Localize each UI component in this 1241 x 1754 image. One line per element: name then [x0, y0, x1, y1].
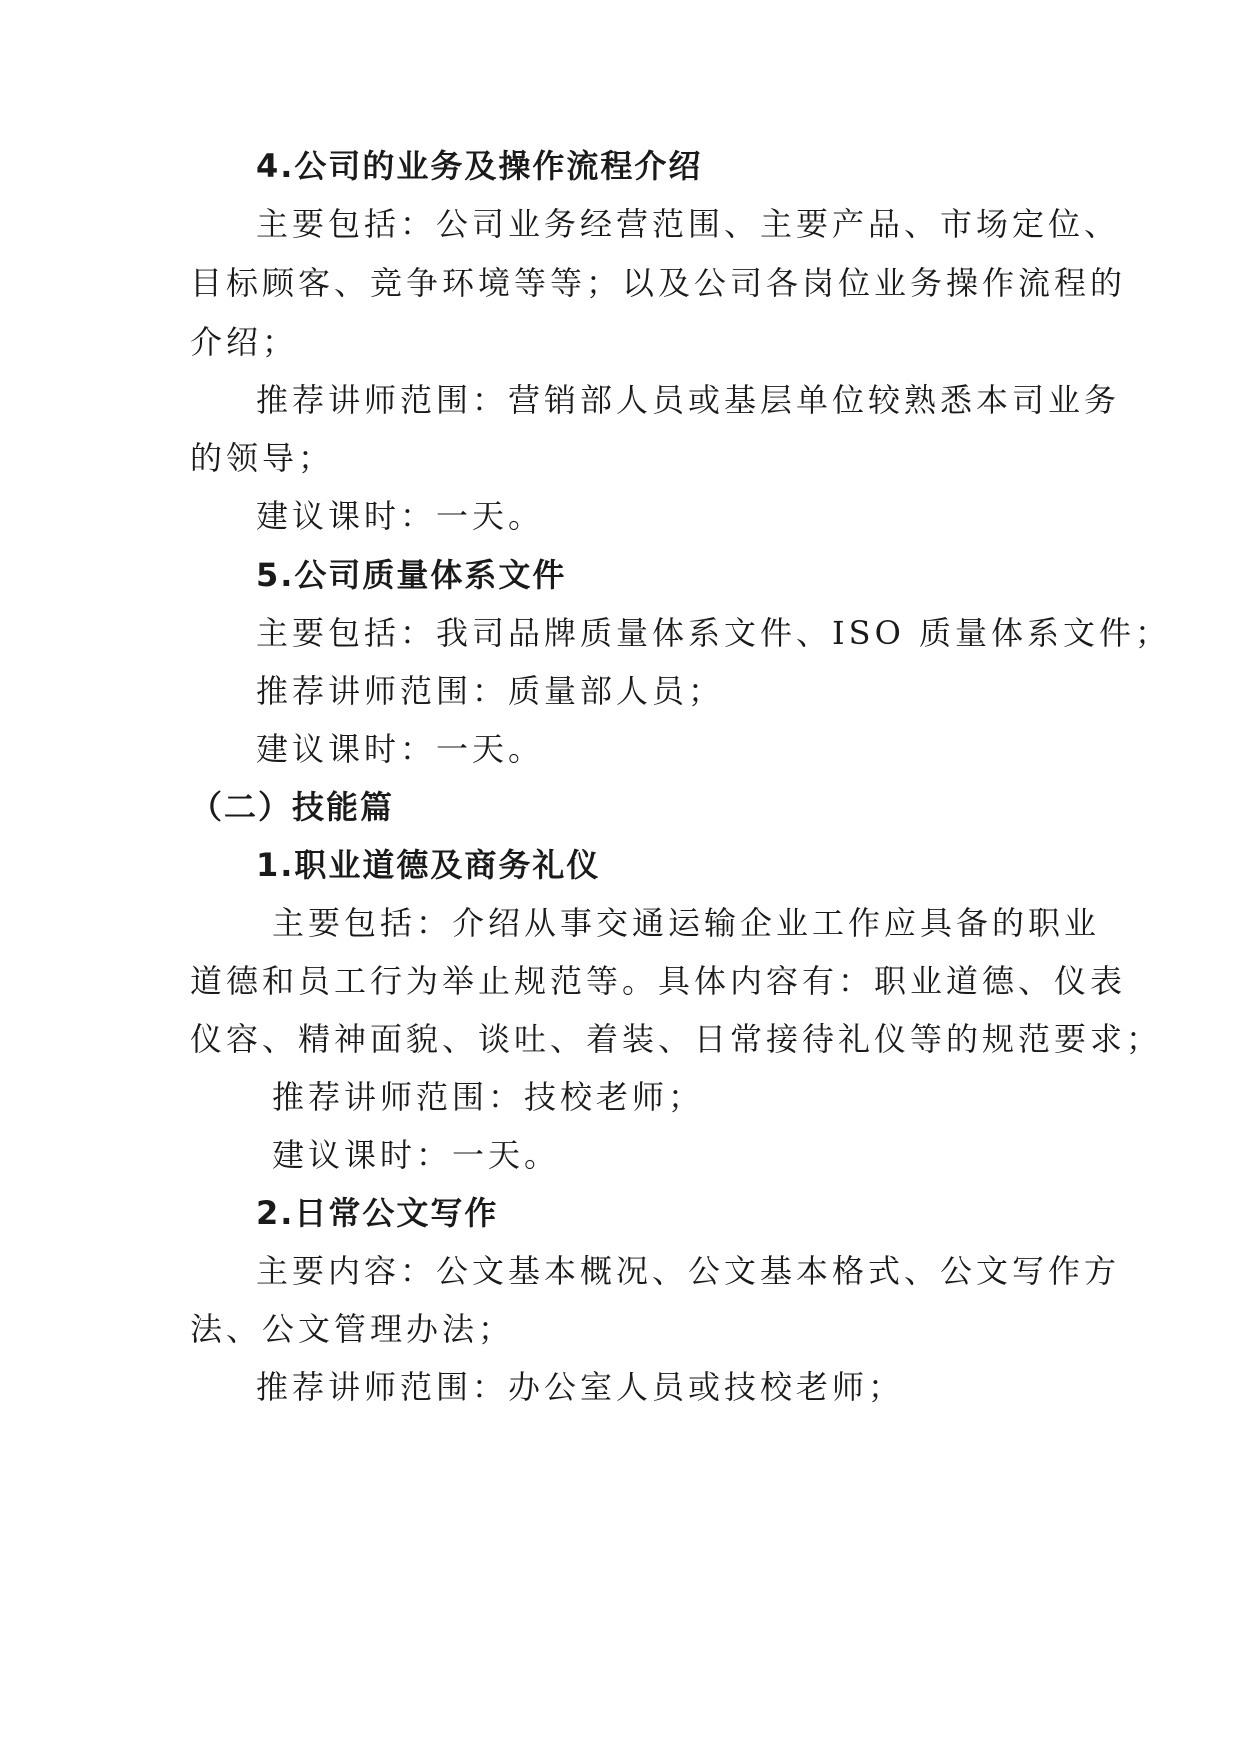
- section-4-content-line-1: 主要包括：公司业务经营范围、主要产品、市场定位、: [256, 205, 1121, 243]
- part-2-item-1-content-line-3: 仪容、精神面貌、谈吐、着装、日常接待礼仪等的规范要求；: [190, 1020, 1163, 1058]
- section-4-hours: 建议课时：一天。: [256, 497, 545, 535]
- section-4-heading: 4.公司的业务及操作流程介绍: [256, 147, 703, 185]
- part-2-item-2-content-line-2: 法、公文管理办法；: [190, 1310, 515, 1348]
- section-5-hours: 建议课时：一天。: [256, 730, 545, 768]
- part-2-item-2-lecturer: 推荐讲师范围：办公室人员或技校老师；: [256, 1368, 905, 1406]
- section-5-content: 主要包括：我司品牌质量体系文件、ISO 质量体系文件；: [256, 614, 1171, 652]
- part-2-item-1-hours: 建议课时：一天。: [272, 1136, 561, 1174]
- part-2-heading: （二）技能篇: [190, 788, 395, 826]
- section-4-lecturer-line-2: 的领导；: [190, 439, 335, 477]
- part-2-item-1-content-line-1: 主要包括：介绍从事交通运输企业工作应具备的职业: [272, 904, 1101, 942]
- part-2-item-1-lecturer: 推荐讲师范围：技校老师；: [272, 1078, 705, 1116]
- section-4-lecturer-line-1: 推荐讲师范围：营销部人员或基层单位较熟悉本司业务: [256, 381, 1121, 419]
- part-2-item-1-heading: 1.职业道德及商务礼仪: [256, 846, 601, 884]
- section-5-lecturer: 推荐讲师范围：质量部人员；: [256, 672, 725, 710]
- part-2-item-2-content-line-1: 主要内容：公文基本概况、公文基本格式、公文写作方: [256, 1252, 1121, 1290]
- part-2-item-2-heading: 2.日常公文写作: [256, 1194, 499, 1232]
- section-4-content-line-2: 目标顾客、竞争环境等等；以及公司各岗位业务操作流程的: [190, 264, 1127, 302]
- section-5-heading: 5.公司质量体系文件: [256, 556, 567, 594]
- part-2-item-1-content-line-2: 道德和员工行为举止规范等。具体内容有：职业道德、仪表: [190, 962, 1127, 1000]
- section-4-content-line-3: 介绍；: [190, 323, 299, 361]
